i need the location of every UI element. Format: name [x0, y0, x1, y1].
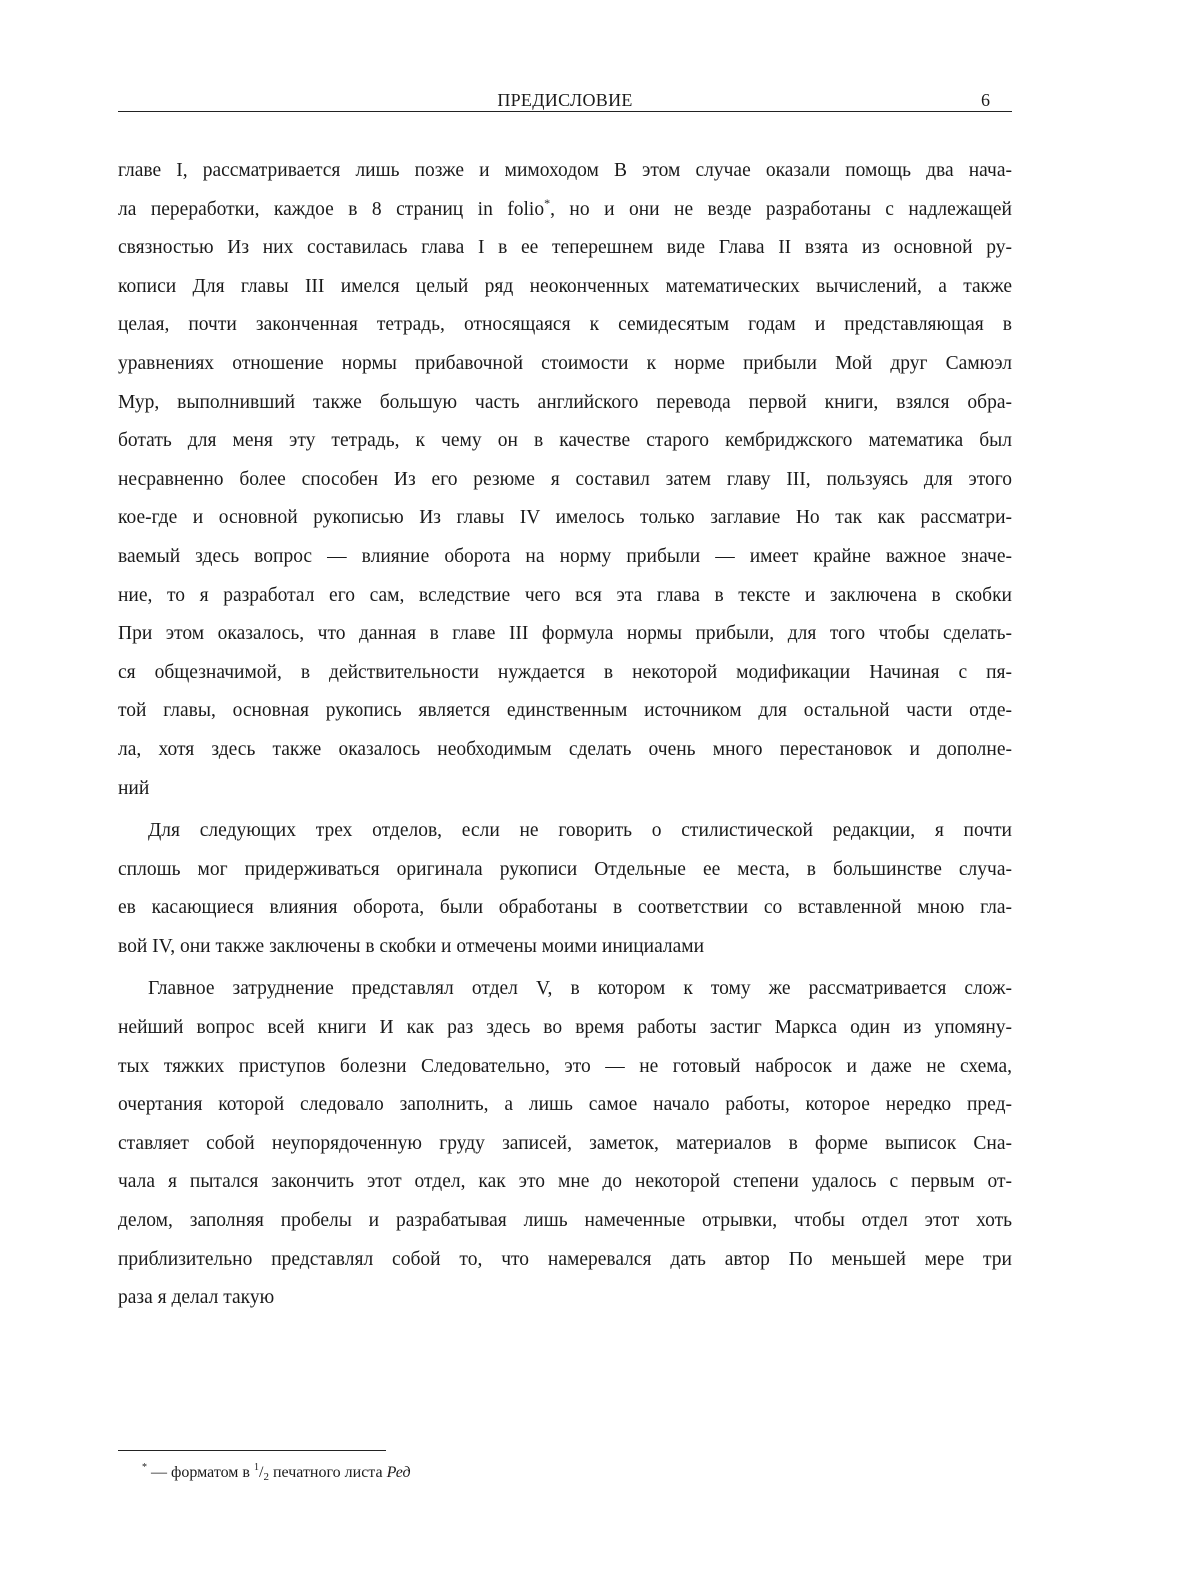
fraction-numerator: 1: [253, 1462, 259, 1473]
editor-abbreviation: Ред: [386, 1464, 411, 1481]
fraction-slash: /: [258, 1464, 264, 1481]
text-line: тых тяжких приступов болезни Следовательно, это — не готовый набросок и даже не схема,: [118, 1055, 1012, 1077]
text-line: связностью Из них составилась глава I в ее теперешнем виде Глава II взята из основной ру-: [118, 237, 1012, 259]
fraction-denominator: 2: [263, 1471, 269, 1483]
footnote-text: — форматом в: [147, 1464, 254, 1481]
running-header: [118, 86, 1012, 112]
text-line: вой IV, они также заключены в скобки и отмечены моими инициалами: [118, 935, 705, 957]
footnote-reference[interactable]: *: [544, 195, 551, 210]
header-rule: [118, 111, 1012, 112]
text-fragment: , но и они не везде разработаны с надлежащей: [550, 198, 1012, 220]
text-line: приблизительно представлял собой то, что намеревался дать автор По меньшей мере три: [118, 1248, 1012, 1270]
text-line: раза я делал такую: [118, 1287, 275, 1309]
text-line: той главы, основная рукопись является единственным источником для остальной части отде-: [118, 700, 1012, 722]
text-line: ся общезначимой, в действительности нуждается в некоторой модификации Начиная с пя-: [118, 661, 1012, 683]
text-line: ний: [118, 777, 150, 799]
main-text: [118, 152, 1012, 1318]
text-line: ев касающиеся влияния оборота, были обработаны в соответствии со вставленной мною гла-: [118, 897, 1012, 919]
paragraph-3: [118, 970, 1012, 1317]
text-line: кое-где и основной рукописью Из главы IV имелось только заглавие Но так как рассматри-: [118, 507, 1012, 529]
text-line: нейший вопрос всей книги И как раз здесь во время работы застиг Маркса один из упомяну-: [118, 1017, 1012, 1039]
paragraph-2: [118, 812, 1012, 966]
text-line: Мур, выполнивший также большую часть английского перевода первой книги, взялся обра-: [118, 391, 1012, 413]
text-line: главе I, рассматривается лишь позже и мимоходом В этом случае оказали помощь два нача-: [118, 160, 1012, 181]
text-line: целая, почти законченная тетрадь, относящаяся к семидесятым годам и представляющая в: [118, 314, 1012, 336]
footnote: [142, 1462, 411, 1484]
text-line: несравненно более способен Из его резюме я составил затем главу III, пользуясь для этого: [118, 468, 1012, 490]
footnote-text: печатного листа: [268, 1464, 387, 1481]
text-line: ставляет собой неупорядоченную груду записей, заметок, материалов в форме выписок Сна-: [118, 1132, 1012, 1154]
text-line: [118, 191, 1012, 230]
text-line: кописи Для главы III имелся целый ряд неоконченных математических вычислений, а также: [118, 275, 1012, 297]
paragraph-1: [118, 152, 1012, 808]
text-line: Для следующих трех отделов, если не говорить о стилистической редакции, я почти: [148, 820, 1012, 842]
text-line: сплошь мог придерживаться оригинала рукописи Отдельные ее места, в большинстве случа-: [118, 858, 1012, 880]
footnote-marker: *: [142, 1462, 147, 1473]
text-fragment: ла переработки, каждое в 8 страниц in folio: [118, 198, 545, 220]
text-line: чала я пытался закончить этот отдел, как это мне до некоторой степени удалось с первым от-: [118, 1171, 1012, 1193]
text-line: ние, то я разработал его сам, вследствие чего вся эта глава в тексте и заключена в скобки: [118, 584, 1012, 606]
text-line: Главное затруднение представлял отдел V, в котором к тому же рассматривается слож-: [148, 978, 1012, 1000]
text-line: ботать для меня эту тетрадь, к чему он в качестве старого кембриджского математика был: [118, 430, 1012, 452]
text-line: делом, заполняя пробелы и разрабатывая лишь намеченные отрывки, чтобы отдел этот хоть: [118, 1210, 1012, 1232]
text-line: ваемый здесь вопрос — влияние оборота на норму прибыли — имеет крайне важное значе-: [118, 545, 1012, 567]
header-title: ПРЕДИСЛОВИЕ: [497, 90, 633, 110]
text-line: очертания которой следовало заполнить, а лишь самое начало работы, которое нередко пред-: [118, 1094, 1012, 1116]
text-line: уравнениях отношение нормы прибавочной стоимости к норме прибыли Мой друг Самюэл: [118, 352, 1012, 374]
text-line: ла, хотя здесь также оказалось необходимым сделать очень много перестановок и дополне-: [118, 738, 1012, 760]
page-number: 6: [981, 90, 990, 110]
footnote-separator: [118, 1450, 386, 1451]
text-line: При этом оказалось, что данная в главе III формула нормы прибыли, для того чтобы сделать-: [118, 623, 1012, 645]
